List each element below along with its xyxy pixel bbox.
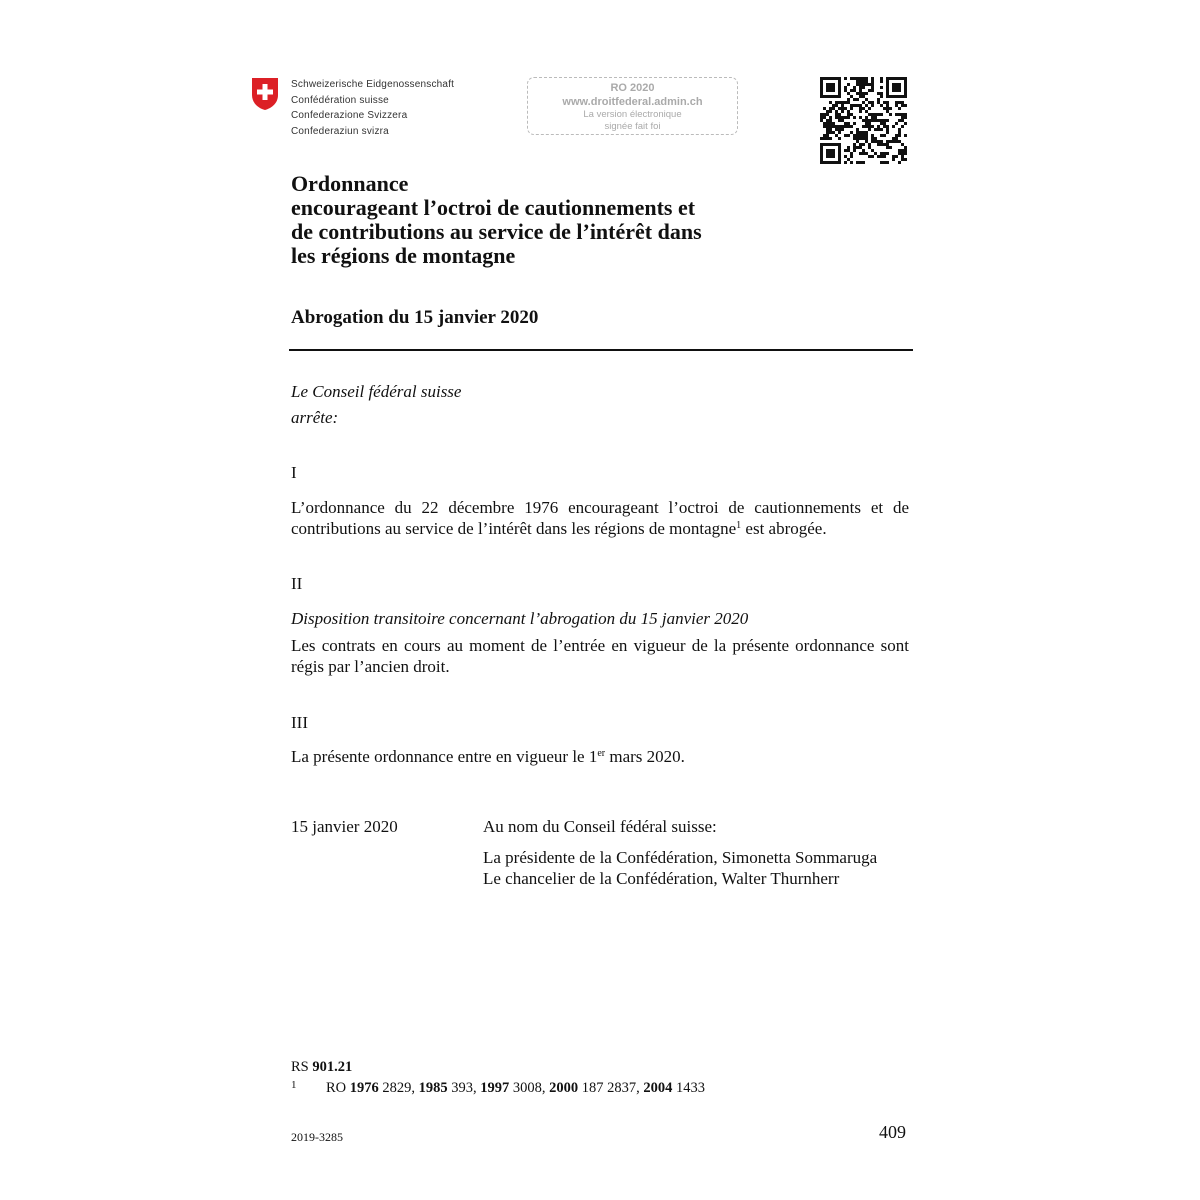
section-1-text [291,497,909,539]
footnote-pages: 187 2837, [578,1080,644,1096]
footnote-year: 2000 [549,1080,579,1096]
stamp-note-1: La version électronique [583,109,682,120]
document-title [291,172,891,268]
signatory-president: La présidente de la Confédération, Simonetta Sommaruga [483,848,878,867]
title-divider [289,349,913,351]
footnote [291,1079,911,1097]
signatory-chancellor: Le chancelier de la Confédération, Walter Thurnherr [483,869,840,888]
title-line: de contributions au service de l’intérêt dans [291,219,702,244]
footnote-year: 1985 [418,1080,448,1096]
footnote-ref[interactable]: 1 [736,520,742,531]
stamp-ro: RO 2020 [610,82,655,94]
preamble-authority: Le Conseil fédéral suisse [291,382,462,401]
federation-name-it: Confederazione Svizzera [291,110,408,121]
footnote-pages: 3008, [509,1080,550,1096]
rs-prefix: RS [291,1059,313,1075]
stamp-url[interactable]: www.droitfederal.admin.ch [562,96,703,108]
section-3-text [291,746,909,767]
footnote-pages: 393, [447,1080,481,1096]
federation-name-fr: Confédération suisse [291,94,389,106]
footnote-year: 2004 [643,1080,673,1096]
footnote-pages: 1433 [672,1080,706,1096]
document-id: 2019-3285 [291,1130,343,1144]
federation-names [291,77,454,139]
qr-code-icon [820,77,907,164]
signature-intro: Au nom du Conseil fédéral suisse: [483,817,717,836]
rs-reference [291,1059,352,1076]
rs-number: 901.21 [312,1059,353,1075]
ordinal-suffix: er [597,748,606,759]
page-number: 409 [879,1122,906,1142]
swiss-cross-shield-icon [250,77,280,111]
federation-name-de: Schweizerische Eidgenossenschaft [291,79,455,90]
stamp-note-2: signée fait foi [604,121,661,132]
title-line: les régions de montagne [291,243,516,268]
section-3-text-end: mars 2020. [605,747,685,766]
footnote-year: 1976 [349,1080,379,1096]
section-number-3: III [291,713,308,732]
footnote-mark: 1 [291,1079,297,1091]
preamble-decree: arrête: [291,408,339,427]
footnote-year: 1997 [480,1080,510,1096]
section-number-2: II [291,574,303,593]
section-2-text: Les contrats en cours au moment de l’entrée en vigueur de la présente ordonnance sont régis par l’ancien droit. [291,636,909,676]
title-line: encourageant l’octroi de cautionnements et [291,195,696,220]
federation-name-rm: Confederaziun svizra [291,125,389,137]
section-number-1: I [291,463,297,482]
section-2-heading: Disposition transitoire concernant l’abrogation du 15 janvier 2020 [291,609,749,628]
section-3-text-main: La présente ordonnance entre en vigueur le 1 [291,747,598,766]
signature-date: 15 janvier 2020 [291,817,398,836]
footnote-pages: 2829, [378,1080,419,1096]
section-1-text-end: est abrogée. [741,519,827,538]
document-subtitle: Abrogation du 15 janvier 2020 [291,307,539,328]
publication-stamp [527,77,738,135]
title-line: Ordonnance [291,171,409,196]
preamble [291,379,461,431]
signatories [483,847,877,889]
section-1-text-main: L’ordonnance du 22 décembre 1976 encourageant l’octroi de cautionnements et de contributions au service de l’intérêt dans les régions de montagne [291,498,909,538]
footnote-prefix: RO [326,1080,350,1096]
